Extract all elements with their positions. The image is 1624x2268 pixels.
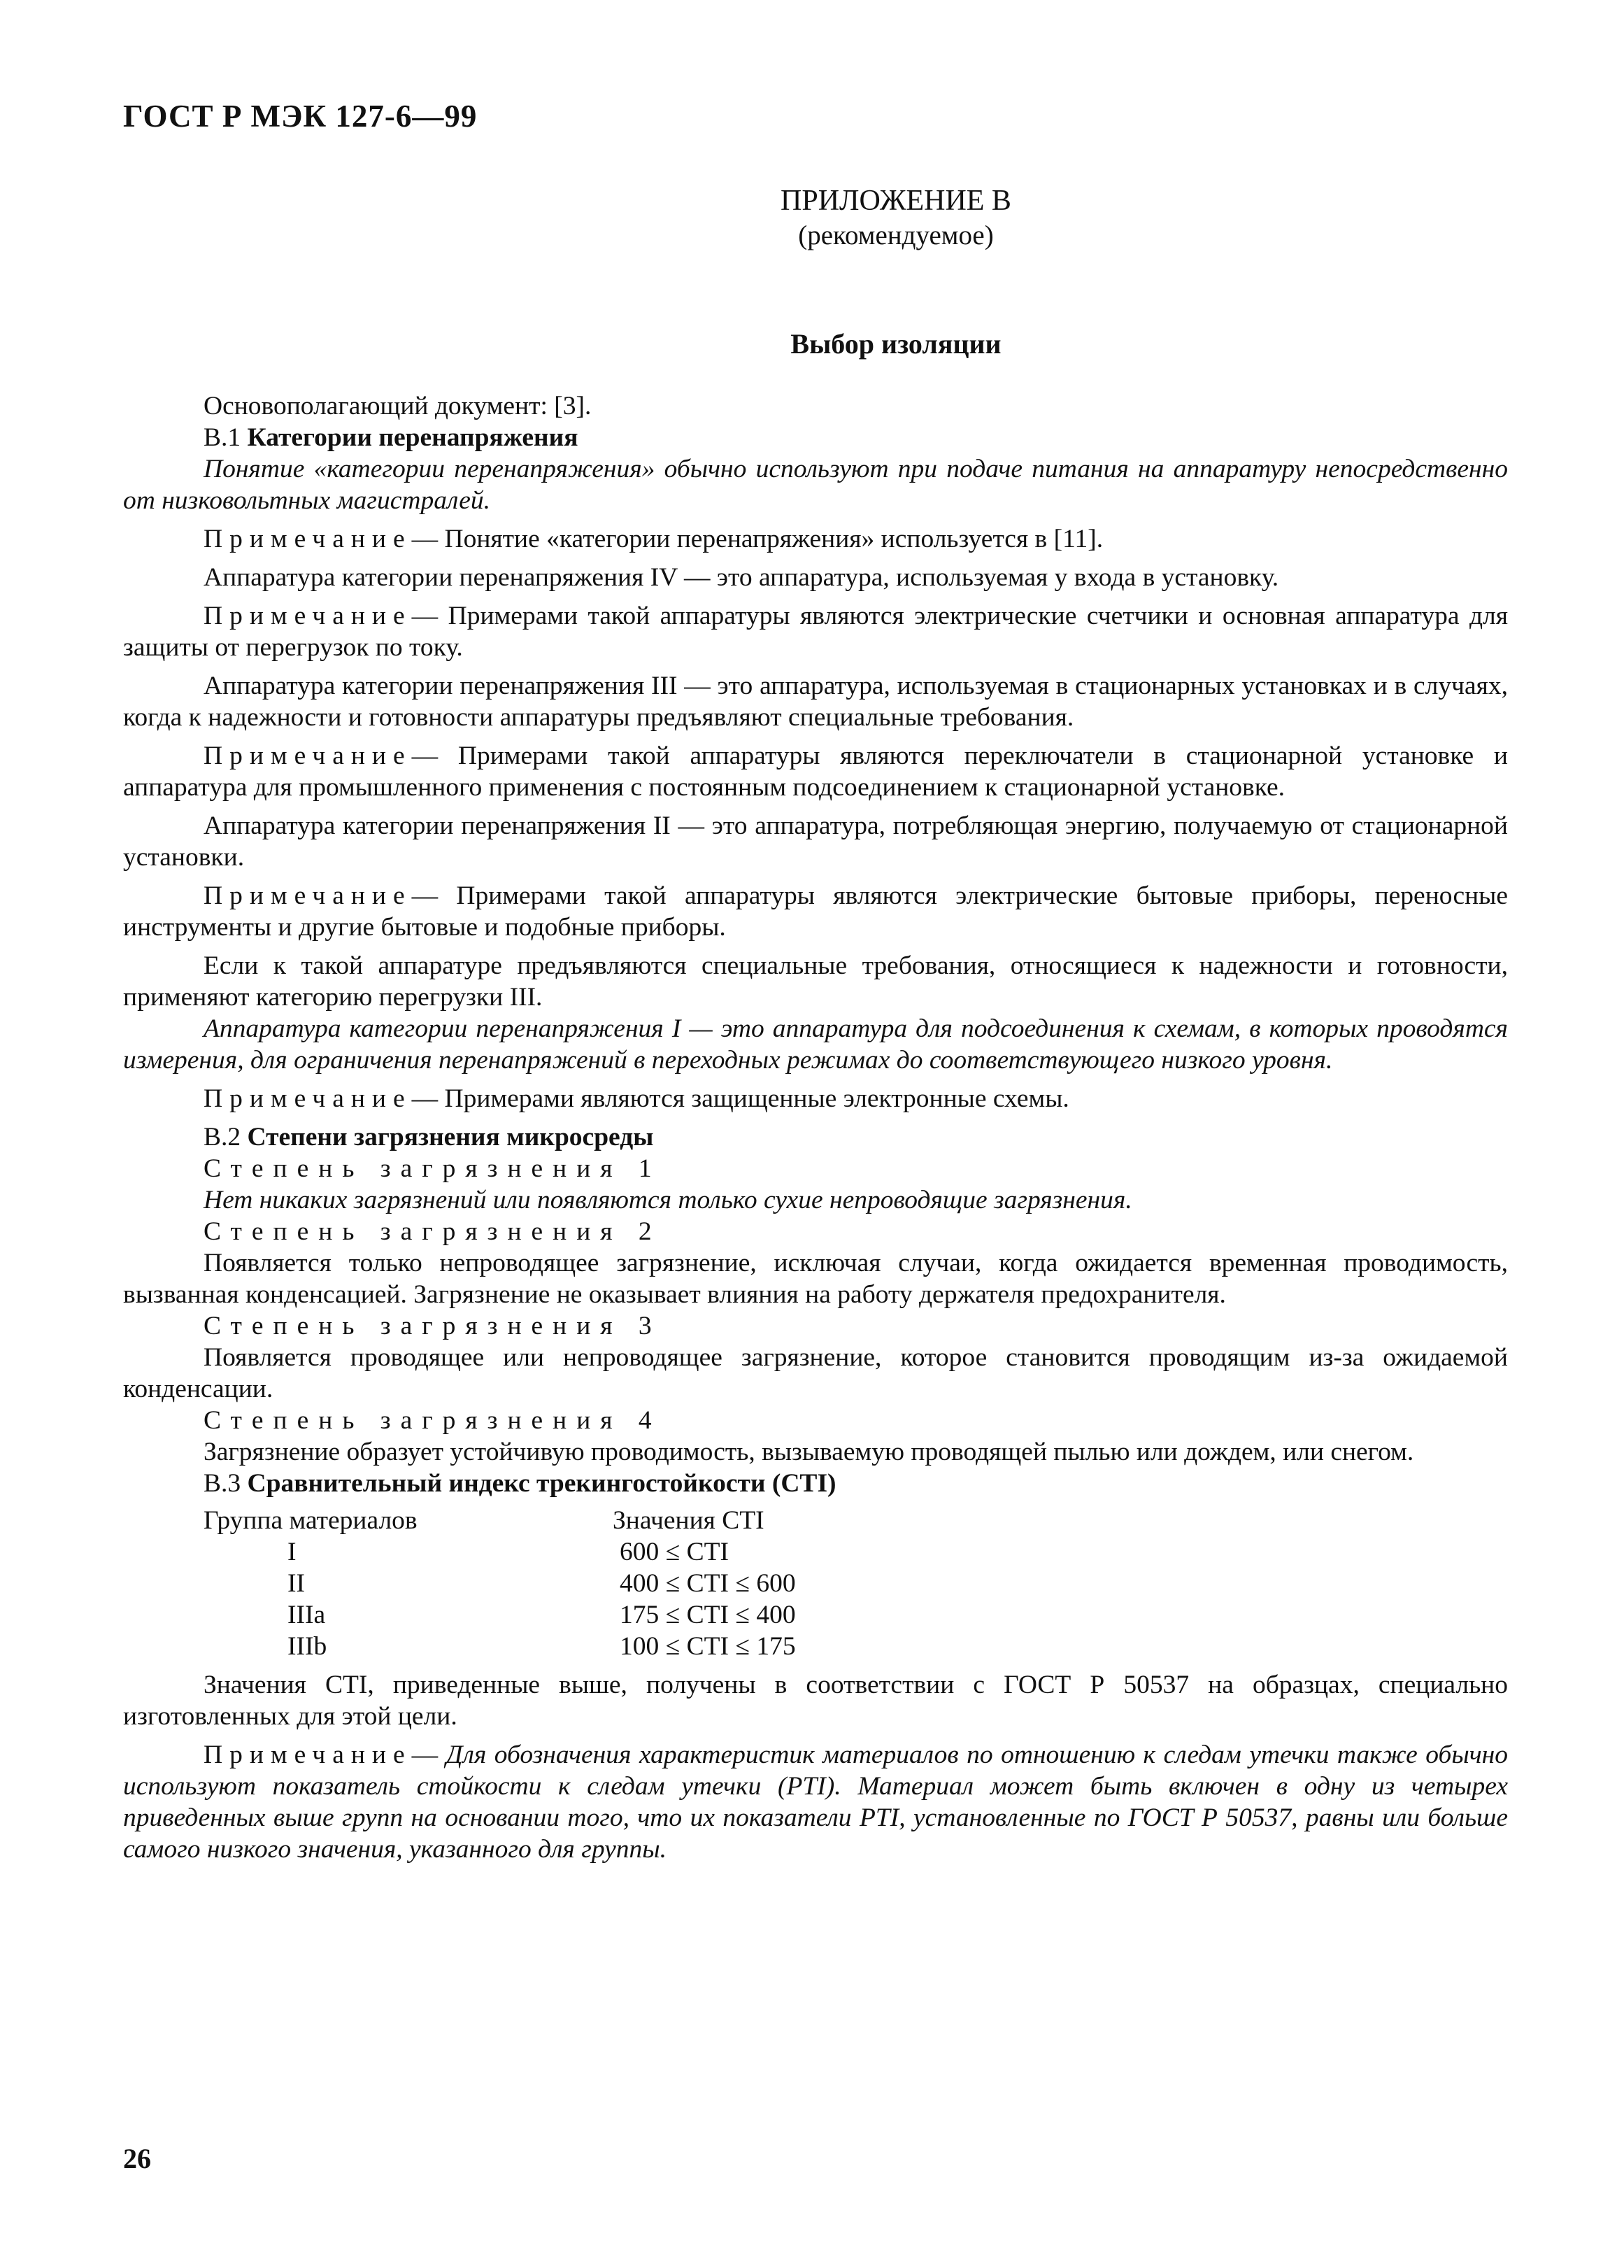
table-row xyxy=(204,1568,796,1599)
degree-2-label: Степень загрязнения 2 xyxy=(204,1217,662,1246)
table-row xyxy=(204,1536,796,1568)
degree-1-text: Нет никаких загрязнений или появляются только сухие непроводящие загрязнения. xyxy=(204,1186,1132,1214)
note-paragraph: Примечание— Для обозначения характеристик материалов по отношению к следам утечки также обычно используют показатель стойкости к следам утечки (PTI). Материал может быть включен в одну из четырех приведенных выше групп на основании того, что их показатели PTI, установленные по ГОСТ Р 50537, равны или больше самого низкого значения, указанного для группы. xyxy=(123,1741,1509,1864)
table-row xyxy=(204,1631,796,1662)
b2-number: В.2 xyxy=(204,1123,241,1151)
note-label: Примечание xyxy=(204,525,412,553)
cti-table-header xyxy=(204,1505,796,1536)
table-row xyxy=(204,1599,796,1631)
page-number: 26 xyxy=(123,2143,151,2174)
b1-number: В.1 xyxy=(204,423,241,452)
cti-value: 175 ≤ CTI ≤ 400 xyxy=(620,1601,796,1629)
column-header-value: Значения CTI xyxy=(613,1506,764,1535)
appendix-heading xyxy=(0,183,1624,253)
appendix-subtitle: (рекомендуемое) xyxy=(798,220,994,250)
note-label: Примечание xyxy=(204,1741,412,1769)
b1-title: Категории перенапряжения xyxy=(247,423,578,452)
note-label: Примечание xyxy=(204,1084,412,1113)
degree-4-label: Степень загрязнения 4 xyxy=(204,1406,662,1435)
b3-number: В.3 xyxy=(204,1469,241,1498)
b1-cat2: Аппаратура категории перенапряжения II — это аппаратура, потребляющая энергию, получаемую от стационарной установки. xyxy=(123,811,1508,872)
b3-title: Сравнительный индекс трекингостойкости (CTI) xyxy=(247,1469,836,1498)
b1-cat1: Аппаратура категории перенапряжения I — это аппаратура для подсоединения к схемам, в которых проводятся измерения, для ограничения перенапряжений в переходных режимах до соответствующего низкого уровня. xyxy=(123,1014,1508,1075)
appendix-title: ПРИЛОЖЕНИЕ В xyxy=(781,185,1011,217)
b1-intro: Понятие «категории перенапряжения» обычно используют при подаче питания на аппаратуру непосредственно от низковольтных магистралей. xyxy=(123,455,1508,515)
b3-after-table: Значения CTI, приведенные выше, получены в соответствии с ГОСТ Р 50537 на образцах, специально изготовленных для этой цели. xyxy=(123,1671,1508,1731)
note-paragraph: Примечание— Примерами являются защищенные электронные схемы. xyxy=(204,1084,1069,1113)
note-text: Примерами такой аппаратуры являются электрические счетчики и основная аппаратура для защиты от перегрузок по току. xyxy=(123,602,1508,662)
note-label: Примечание xyxy=(204,602,412,630)
degree-4-text: Загрязнение образует устойчивую проводимость, вызываемую проводящей пылью или дождем, или снегом. xyxy=(204,1438,1414,1466)
note-text: Понятие «категории перенапряжения» используется в [11]. xyxy=(444,525,1104,553)
basis-paragraph: Основополагающий документ: [3]. xyxy=(204,392,592,420)
degree-2-text: Появляется только непроводящее загрязнение, исключая случаи, когда ожидается временная проводимость, вызванная конденсацией. Загрязнение не оказывает влияния на работу держателя предохранителя. xyxy=(123,1249,1508,1309)
note-text: Примерами являются защищенные электронные схемы. xyxy=(444,1084,1069,1113)
note-paragraph: Примечание— Примерами такой аппаратуры являются электрические счетчики и основная аппаратура для защиты от перегрузок по току. xyxy=(123,602,1508,662)
b2-title: Степени загрязнения микросреды xyxy=(247,1123,654,1151)
b1-special: Если к такой аппаратуре предъявляются специальные требования, относящиеся к надежности и готовности, применяют категорию перегрузки III. xyxy=(123,951,1508,1012)
section-title: Выбор изоляции xyxy=(790,328,1002,360)
note-text: Примерами такой аппаратуры являются электрические бытовые приборы, переносные инструменты и другие бытовые и подобные приборы. xyxy=(123,881,1509,942)
note-label: Примечание xyxy=(204,742,412,770)
degree-1-label: Степень загрязнения 1 xyxy=(204,1154,662,1183)
document-code: ГОСТ Р МЭК 127-6—99 xyxy=(123,99,478,134)
b1-cat4: Аппаратура категории перенапряжения IV — это аппаратура, используемая у входа в установку. xyxy=(204,563,1279,592)
b3-heading xyxy=(123,1468,1508,1499)
cti-value: 100 ≤ CTI ≤ 175 xyxy=(620,1632,796,1661)
note-paragraph: Примечание— Примерами такой аппаратуры являются электрические бытовые приборы, переносные инструменты и другие бытовые и подобные приборы. xyxy=(123,881,1509,942)
degree-3-text: Появляется проводящее или непроводящее загрязнение, которое становится проводящим из-за ожидаемой конденсации. xyxy=(123,1343,1508,1403)
material-group: IIIa xyxy=(287,1601,326,1629)
note-paragraph: Примечание— Понятие «категории перенапряжения» используется в [11]. xyxy=(204,525,1104,553)
column-header-group: Группа материалов xyxy=(204,1506,418,1535)
cti-value: 600 ≤ CTI xyxy=(620,1538,729,1566)
degree-3-label: Степень загрязнения 3 xyxy=(204,1312,662,1340)
document-body xyxy=(123,390,1508,1865)
cti-table xyxy=(204,1505,796,1662)
b1-cat3: Аппаратура категории перенапряжения III — это аппаратура, используемая в стационарных установках и в случаях, когда к надежности и готовности аппаратуры предъявляют специальные требования. xyxy=(123,672,1508,732)
material-group: IIIb xyxy=(287,1632,327,1661)
note-paragraph: Примечание— Примерами такой аппаратуры являются переключатели в стационарной установке и аппаратура для промышленного применения с постоянным подсоединением к стационарной установке. xyxy=(123,742,1508,802)
material-group: II xyxy=(287,1569,305,1598)
note-text: Примерами такой аппаратуры являются переключатели в стационарной установке и аппаратура для промышленного применения с постоянным подсоединением к стационарной установке. xyxy=(123,742,1508,802)
cti-value: 400 ≤ CTI ≤ 600 xyxy=(620,1569,796,1598)
b1-heading xyxy=(123,422,1508,453)
b2-heading xyxy=(123,1121,1508,1153)
material-group: I xyxy=(287,1538,297,1566)
note-label: Примечание xyxy=(204,881,412,910)
note-text: Для обозначения характеристик материалов по отношению к следам утечки также обычно используют показатель стойкости к следам утечки (PTI). Материал может быть включен в одну из четырех приведенных выше групп на основании того, что их показатели PTI, установленные по ГОСТ Р 50537, равны или больше самого низкого значения, указанного для группы. xyxy=(123,1741,1509,1864)
